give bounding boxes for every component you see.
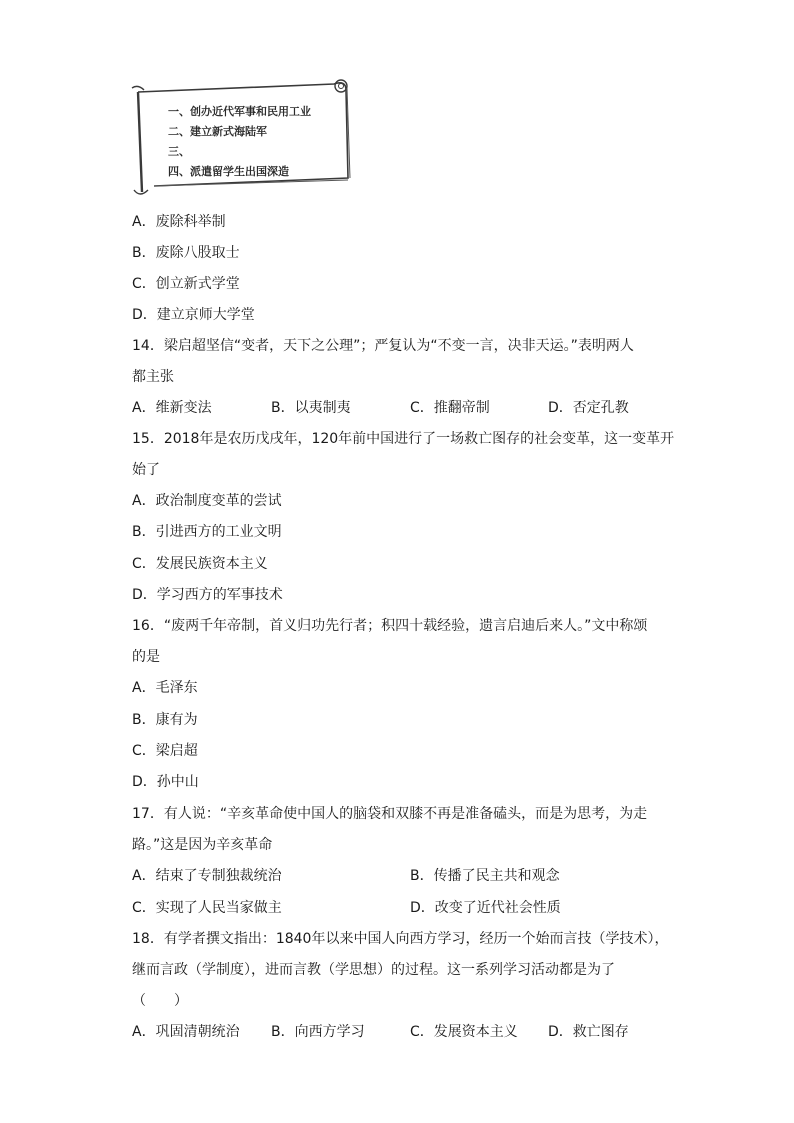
q18-option-b: B．向西方学习 (271, 1024, 365, 1040)
scroll-item-3: 三、 (168, 145, 190, 158)
q15-stem-line1: 15．2018年是农历戊戌年，120年前中国进行了一场救亡图存的社会变革，这一变革开 (132, 431, 675, 447)
q15-option-b: B．引进西方的工业文明 (132, 524, 282, 540)
q14-option-b: B．以夷制夷 (271, 400, 351, 416)
scroll-image (128, 74, 354, 196)
q16-option-b: B．康有为 (132, 712, 198, 728)
q17-stem-line2: 路。”这是因为辛亥革命 (132, 837, 273, 853)
q16-option-d: D．孙中山 (132, 774, 199, 790)
q13-option-c: C．创立新式学堂 (132, 276, 240, 292)
q16-option-c: C．梁启超 (132, 743, 198, 759)
q18-option-d: D．救亡图存 (548, 1024, 629, 1040)
q14-stem-line1: 14．梁启超坚信“变者，天下之公理”；严复认为“不变一言，决非天运。”表明两人 (132, 338, 634, 354)
q18-option-a: A．巩固清朝统治 (132, 1024, 240, 1040)
q16-stem-line1: 16．“废两千年帝制，首义归功先行者；积四十载经验，遗言启迪后来人。”文中称颂 (132, 618, 648, 634)
q16-stem-line2: 的是 (132, 649, 160, 665)
q16-option-a: A．毛泽东 (132, 680, 198, 696)
scroll-item-1: 一、创办近代军事和民用工业 (168, 105, 311, 118)
scroll-text (168, 102, 311, 182)
q14-option-a: A．维新变法 (132, 400, 212, 416)
q15-option-d: D．学习西方的军事技术 (132, 587, 283, 603)
q18-stem-line2: 继而言政（学制度），进而言教（学思想）的过程。这一系列学习活动都是为了 (132, 962, 615, 978)
q14-stem-line2: 都主张 (132, 369, 174, 385)
scroll-item-2: 二、建立新式海陆军 (168, 125, 267, 138)
q14-option-d: D．否定孔教 (548, 400, 629, 416)
q13-option-a: A．废除科举制 (132, 214, 226, 230)
q15-option-a: A．政治制度变革的尝试 (132, 493, 282, 509)
scroll-item-4: 四、派遣留学生出国深造 (168, 165, 289, 178)
q17-option-d: D．改变了近代社会性质 (410, 900, 561, 916)
q17-option-c: C．实现了人民当家做主 (132, 900, 282, 916)
q13-option-d: D．建立京师大学堂 (132, 307, 255, 323)
q17-option-b: B．传播了民主共和观念 (410, 868, 560, 884)
q18-stem-line1: 18．有学者撰文指出：1840年以来中国人向西方学习，经历一个始而言技（学技术）， (132, 931, 669, 947)
q13-option-b: B．废除八股取士 (132, 245, 240, 261)
q14-option-c: C．推翻帝制 (410, 400, 490, 416)
q18-option-c: C．发展资本主义 (410, 1024, 518, 1040)
q17-stem-line1: 17．有人说：“辛亥革命使中国人的脑袋和双膝不再是准备磕头，而是为思考，为走 (132, 806, 648, 822)
q15-option-c: C．发展民族资本主义 (132, 556, 268, 572)
q15-stem-line2: 始了 (132, 462, 160, 478)
q18-answer-blank: （ ） (132, 993, 188, 1009)
q17-option-a: A．结束了专制独裁统治 (132, 868, 282, 884)
